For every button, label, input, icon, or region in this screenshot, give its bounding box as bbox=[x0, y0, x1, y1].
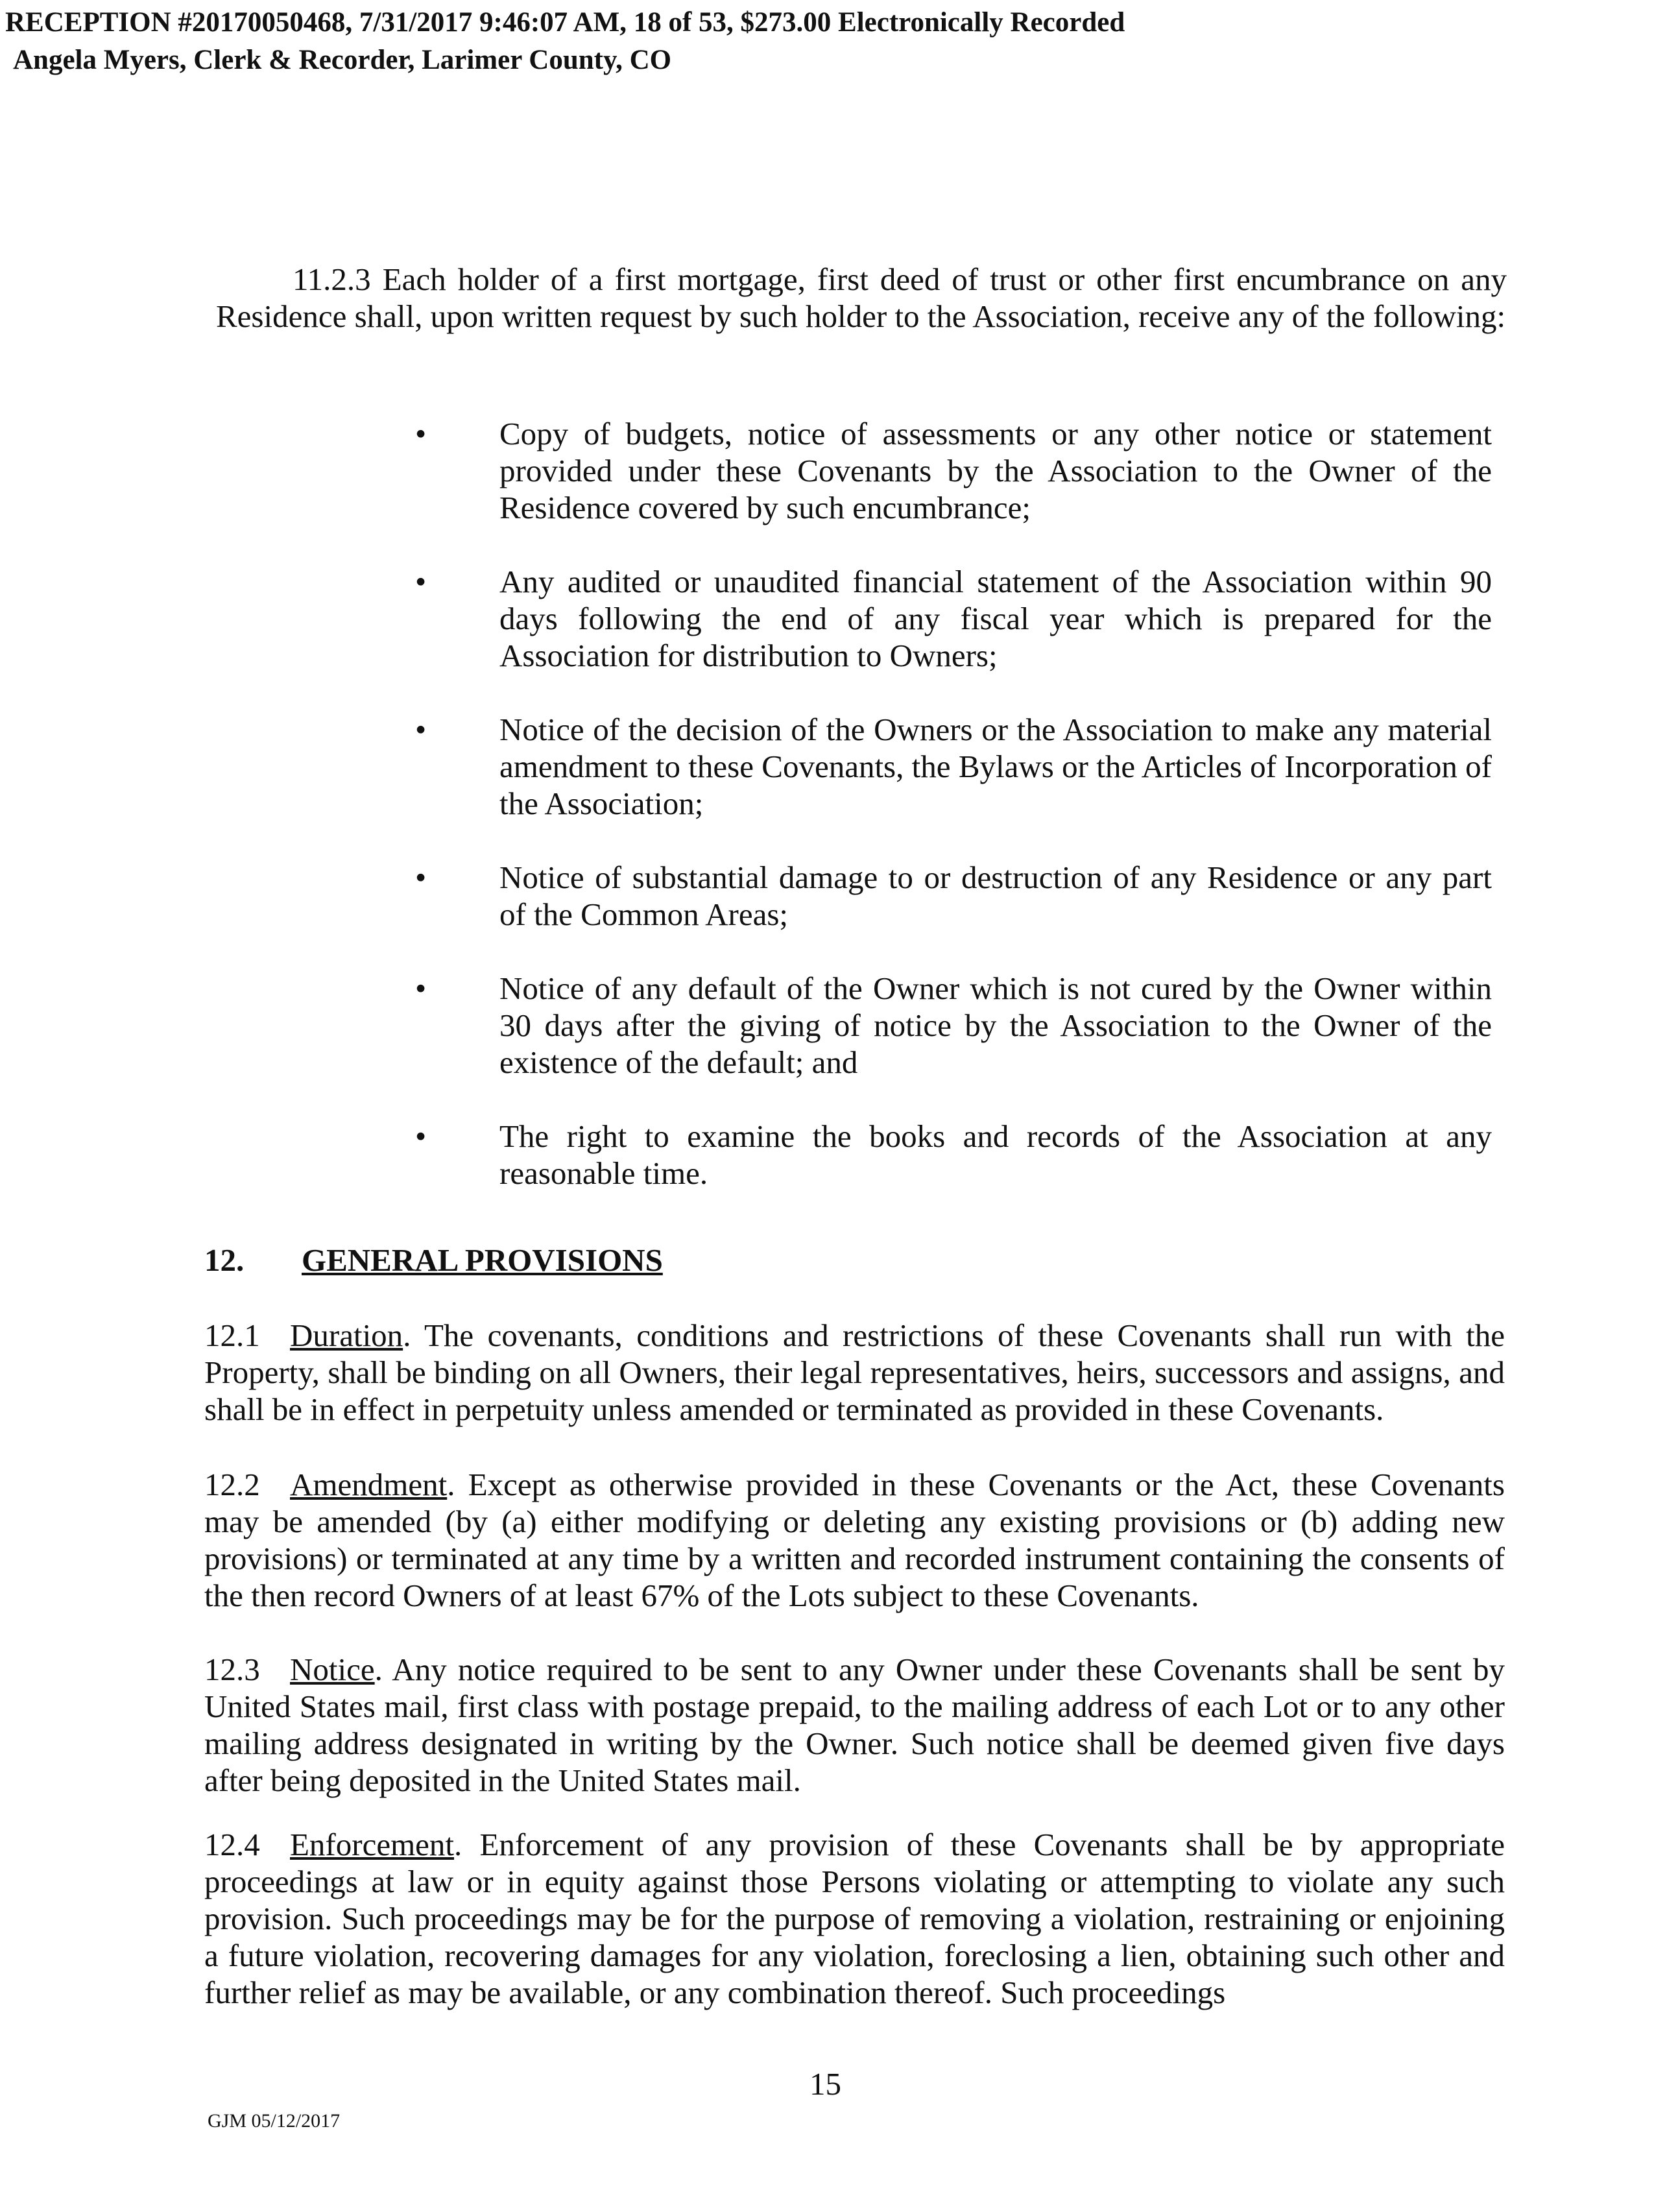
subsection-title: Duration bbox=[290, 1317, 403, 1353]
bullet-icon: • bbox=[415, 564, 427, 599]
subsection-title: Notice bbox=[290, 1652, 375, 1687]
subsection-12-2 bbox=[204, 1466, 1505, 1614]
footer-document-code: GJM 05/12/2017 bbox=[208, 2110, 341, 2132]
subsection-12-3 bbox=[204, 1651, 1505, 1799]
subsection-text: . Any notice required to be sent to any Owner under these Covenants shall be sent by United States mail, first class with postage prepaid, to the mailing address of each Lot or to any other mailing address designated in writing by the Owner. Such notice shall be deemed given five days after being deposited in the United States mail. bbox=[204, 1652, 1505, 1798]
subsection-number: 12.2 bbox=[204, 1467, 260, 1502]
list-item-text: The right to examine the books and records of the Association at any reasonable time. bbox=[499, 1118, 1492, 1191]
section-number: 12. bbox=[204, 1242, 245, 1278]
bullet-icon: • bbox=[415, 416, 427, 451]
list-item-text: Notice of the decision of the Owners or the Association to make any material amendment to these Covenants, the Bylaws or the Articles of Incorporation of the Association; bbox=[499, 712, 1492, 821]
subsection-number: 12.3 bbox=[204, 1652, 260, 1687]
bullet-icon: • bbox=[415, 860, 427, 895]
recording-stamp-line-1: RECEPTION #20170050468, 7/31/2017 9:46:07 AM, 18 of 53, $273.00 Electronically Recorded bbox=[5, 7, 1125, 38]
list-item-text: Any audited or unaudited financial statement of the Association within 90 days following the end of any fiscal year which is prepared for the Association for distribution to Owners; bbox=[499, 564, 1492, 673]
subsection-title: Enforcement bbox=[290, 1827, 455, 1862]
list-item bbox=[415, 415, 1492, 526]
section-12-heading bbox=[204, 1242, 663, 1279]
subsection-text: . Except as otherwise provided in these Covenants or the Act, these Covenants may be amended (by (a) either modifying or deleting any existing provisions or (b) adding new provisions) or terminated at any time by a written and recorded instrument containing the consents of the then record Owners of at least 67% of the Lots subject to these Covenants. bbox=[204, 1467, 1505, 1613]
notice-rights-list bbox=[415, 415, 1492, 1192]
subsection-title: Amendment bbox=[290, 1467, 448, 1502]
list-item bbox=[415, 970, 1492, 1081]
list-item-text: Notice of any default of the Owner which is not cured by the Owner within 30 days after the giving of notice by the Association to the Owner of the existence of the default; and bbox=[499, 970, 1492, 1080]
list-item-text: Copy of budgets, notice of assessments or any other notice or statement provided under these Covenants by the Association to the Owner of the Residence covered by such encumbrance; bbox=[499, 416, 1492, 525]
list-item-text: Notice of substantial damage to or destruction of any Residence or any part of the Common Areas; bbox=[499, 860, 1492, 932]
list-item bbox=[415, 563, 1492, 674]
page-number: 15 bbox=[809, 2066, 841, 2102]
subsection-12-1 bbox=[204, 1317, 1505, 1428]
section-11-2-3-paragraph: 11.2.3 Each holder of a first mortgage, first deed of trust or other first encumbrance on any Residence shall, upon written request by such holder to the Association, receive any of the following: bbox=[216, 261, 1507, 334]
section-title: GENERAL PROVISIONS bbox=[302, 1242, 663, 1278]
bullet-icon: • bbox=[415, 970, 427, 1006]
subsection-text: . The covenants, conditions and restrictions of these Covenants shall run with the Property, shall be binding on all Owners, their legal representatives, heirs, successors and assigns, and shall be in effect in perpetuity unless amended or terminated as provided in these Covenants. bbox=[204, 1317, 1505, 1427]
subsection-text: . Enforcement of any provision of these Covenants shall be by appropriate proceedings at law or in equity against those Persons violating or attempting to violate any such provision. Such proceedings may be for the purpose of removing a violation, restraining or enjoining a future violation, recovering damages for any violation, foreclosing a lien, obtaining such other and further relief as may be available, or any combination thereof. Such proceedings bbox=[204, 1827, 1505, 2010]
subsection-12-4 bbox=[204, 1826, 1505, 2011]
list-item bbox=[415, 1118, 1492, 1192]
recording-stamp-line-2: Angela Myers, Clerk & Recorder, Larimer County, CO bbox=[13, 45, 672, 75]
list-item bbox=[415, 711, 1492, 822]
subsection-number: 12.4 bbox=[204, 1827, 260, 1862]
subsection-number: 12.1 bbox=[204, 1317, 260, 1353]
bullet-icon: • bbox=[415, 712, 427, 747]
list-item bbox=[415, 859, 1492, 933]
bullet-icon: • bbox=[415, 1118, 427, 1154]
recording-stamp bbox=[5, 4, 1125, 79]
